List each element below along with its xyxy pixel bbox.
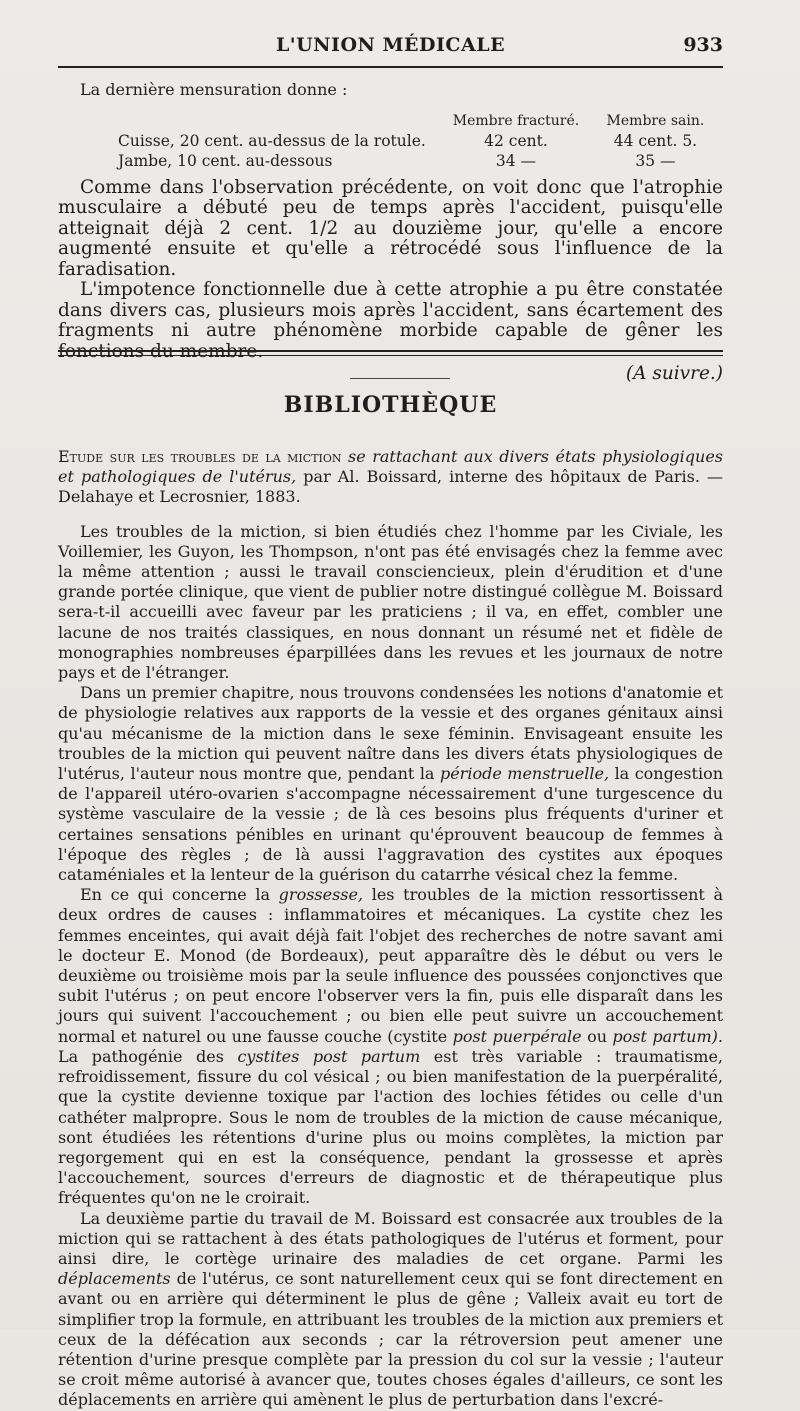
row-label: Jambe, 10 cent. au-dessous: [118, 151, 333, 170]
row-healthy: 35 —: [635, 151, 676, 170]
header-rule: [58, 66, 723, 68]
running-head: L'UNION MÉDICALE: [275, 34, 506, 56]
measurement-row: [58, 132, 718, 152]
row-fractured: 34 —: [495, 151, 537, 170]
section-title: BIBLIOTHÈQUE: [283, 392, 498, 418]
citation-title: Etude sur les troubles de la miction: [58, 447, 342, 466]
to-be-continued: (A suivre.): [625, 363, 723, 385]
row-label: Cuisse, 20 cent. au-dessus de la rotule.: [118, 131, 426, 150]
book-review: [58, 447, 723, 1411]
row-healthy: 44 cent. 5.: [613, 131, 698, 150]
page-header: [58, 30, 723, 70]
measurement-row: [58, 152, 718, 172]
measurement-table: [58, 112, 718, 172]
citation-author: par Al. Boissard,: [303, 467, 443, 487]
citation-publisher: interne des hôpitaux de Paris. — Delahaye et Lecrosnier, 1883.: [58, 467, 723, 507]
citation-subtitle: se rattachant aux divers états physiologiques et pathologiques de l'utérus,: [58, 447, 723, 487]
page-number: 933: [683, 34, 723, 56]
measurement-header-row: [58, 112, 718, 132]
paragraph: En ce qui concerne la grossesse, les troubles de la miction ressortissent à deux ordres de causes : inflammatoires et mécaniques. La cystite chez les femmes enceintes, qui avait déjà fait l'objet des recherches de notre savant ami le docteur E. Monod (de Bordeaux), peut apparaître dès le début ou vers le deuxième ou troisième mois par la seule influence des poussées conjonctives que subit l'utérus ; on peut encore l'observer vers la fin, puis elle disparaît dans les jours qui suivent l'accouchement ; ou bien elle peut suivre un accouchement normal et naturel ou une fausse couche (cystite post puerpérale ou post partum). La pathogénie des cystites post partum est très variable : traumatisme, refroidissement, fissure du col vésical ; ou bien manifestation de la puerpéralité, que la cystite devienne toxique par l'action des lochies fétides ou celle d'un cathéter malpropre. Sous le nom de troubles de la miction de cause mécanique, sont étudiées les rétentions d'urine plus ou moins complètes, la miction par regorgement qui en est la conséquence, pendant la grossesse et après l'accouchement, sources d'erreurs de diagnostic et de thérapeutique plus fréquentes qu'on ne le croirait.: [58, 885, 724, 1208]
col-healthy: Membre sain.: [606, 112, 705, 129]
row-fractured: 42 cent.: [484, 131, 548, 150]
paragraph: Les troubles de la miction, si bien étudiés chez l'homme par les Civiale, les Voillemier, les Guyon, les Thompson, n'ont pas été envisagés chez la femme avec la même attention ; aussi le travail consciencieux, plein d'érudition et d'une grande portée clinique, que vient de publier notre distingué collègue M. Boissard sera-t-il accueilli avec faveur par les praticiens ; il va, en effet, combler une lacune de nos traités classiques, en nous donnant un résumé net et fidèle de monographies nombreuses éparpillées dans les revues et les journaux de notre pays et de l'étranger.: [58, 521, 723, 683]
paragraph: Comme dans l'observation précédente, on voit donc que l'atrophie musculaire a débuté peu de temps après l'accident, puisqu'elle atteignait déjà 2 cent. 1/2 au douzième jour, qu'elle a encore augmenté ensuite et qu'elle a rétrocédé sous l'influence de la faradisation.: [58, 176, 723, 280]
section-divider: [58, 350, 723, 356]
col-fractured: Membre fracturé.: [452, 112, 580, 129]
paragraph: La deuxième partie du travail de M. Boissard est consacrée aux troubles de la miction qui se rattachent à des états pathologiques de l'utérus et forment, pour ainsi dire, le cortège urinaire des maladies de cet organe. Parmi les déplacements de l'utérus, ce sont naturellement ceux qui se font directement en avant ou en arrière qui déterminent le plus de gêne ; Valleix avait eu tort de simplifier trop la formule, en attribuant les troubles de la miction aux premiers et ceux de la défécation aux seconds ; car la rétroversion peut amener une rétention d'urine presque complète par la pression du col sur la vessie ; l'auteur se croit même autorisé à avancer que, toutes choses égales d'ailleurs, ce sont les déplacements en arrière qui amènent le plus de perturbation dans l'excré-: [58, 1208, 723, 1410]
small-rule: [350, 378, 450, 379]
paragraph: Dans un premier chapitre, nous trouvons condensées les notions d'anatomie et de physiologie relatives aux rapports de la vessie et des organes génitaux ainsi qu'au mécanisme de la miction dans le sexe féminin. Envisageant ensuite les troubles de la miction qui peuvent naître dans les divers états physiologiques de l'utérus, l'auteur nous montre que, pendant la période menstruelle, la congestion de l'appareil utéro-ovarien s'accompagne nécessairement d'une turgescence du système vasculaire de la vessie ; de là ces besoins plus fréquents d'uriner et certaines sensations pénibles en urinant qu'éprouvent beaucoup de femmes à l'époque des règles ; de là aussi l'aggravation des cystites aux époques cataméniales et la lenteur de la guérison du catarrhe vésical chez la femme.: [58, 683, 724, 885]
review-citation: [58, 447, 723, 508]
measurement-intro: La dernière mensuration donne :: [80, 80, 348, 99]
paragraph: L'impotence fonctionnelle due à cette atrophie a pu être constatée dans divers cas, plusieurs mois après l'accident, sans écartement des fragments ni autre phénomène morbide capable de gêner les fonctions du membre.: [58, 279, 723, 362]
article-continuation: [58, 78, 723, 385]
